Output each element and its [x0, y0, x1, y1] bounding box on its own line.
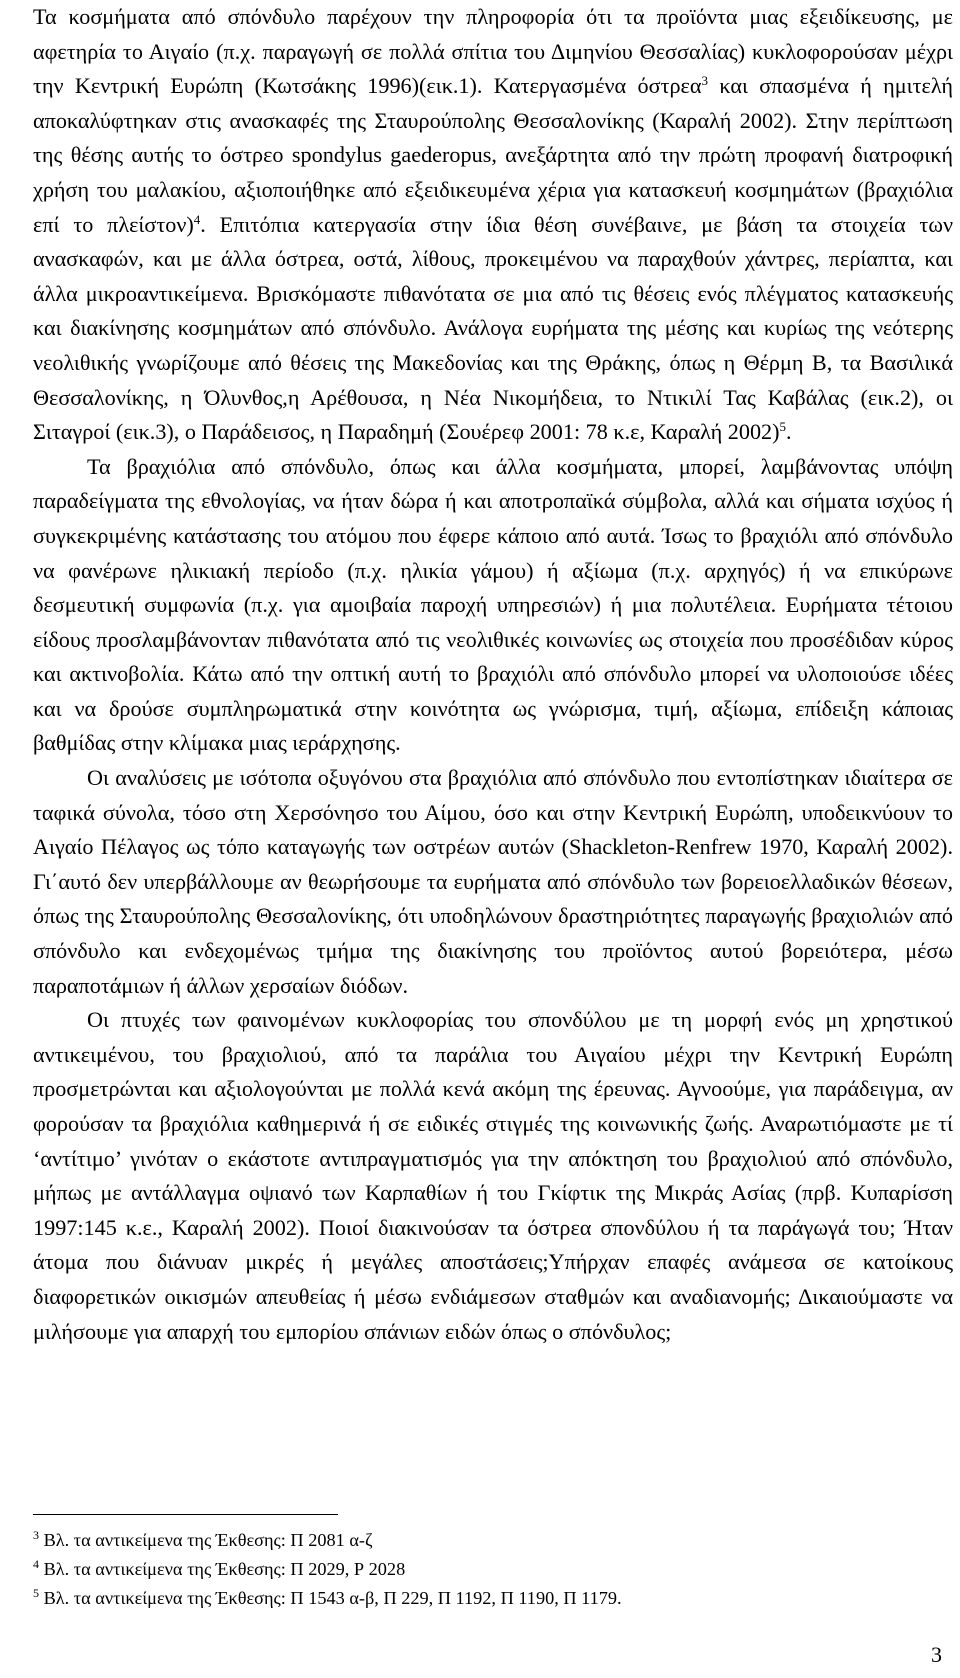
footnote-text: Βλ. τα αντικείμενα της Έκθεσης: Π 1543 α-β, Π 229, Π 1192, Π 1190, Π 1179.: [43, 1588, 622, 1608]
footnote-number: 4: [33, 1557, 39, 1571]
footnote-3: [33, 1526, 933, 1555]
footnote-5: [33, 1584, 933, 1613]
footnotes: [33, 1526, 933, 1613]
paragraph-4: [33, 1003, 953, 1349]
footnote-number: 3: [33, 1528, 39, 1542]
footnote-ref-4[interactable]: 4: [193, 211, 201, 227]
page-number: 3: [931, 1642, 942, 1667]
text-segment: Τα βραχιόλια από σπόνδυλο, όπως και άλλα κοσμήματα, μπορεί, λαμβάνοντας υπόψη παραδείγματα της εθνολογίας, να ήταν δώρα ή και αποτροπαϊκά σύμβολα, αλλά και σήματα ισχύος ή συγκεκριμένης κατάστασης του ατόμου που έφερε κάποιο από αυτά. Ίσως το βραχιόλι από σπόνδυλο να φανέρωνε ηλικιακή περίοδο (π.χ. ηλικία γάμου) ή αξίωμα (π.χ. αρχηγός) ή να επικύρωνε δεσμευτική συμφωνία (π.χ. για αμοιβαία παροχή υπηρεσιών) ή μια πολυτέλεια. Ευρήματα τέτοιου είδους προσλαμβάνονταν πιθανότατα από τις νεολιθικές κοινωνίες ως στοιχεία που προσέδιδαν κύρος και ακτινοβολία. Κάτω από την οπτική αυτή το βραχιόλι από σπόνδυλο μπορεί να υλοποιούσε ιδέες και να δρούσε συμπληρωματικά στην κοινότητα ως γνώρισμα, τιμή, αξίωμα, επίδειξη κάποιας βαθμίδας στην κλίμακα μιας ιεράρχησης.: [33, 453, 953, 756]
footnote-4: [33, 1555, 933, 1584]
paragraph-3: [33, 761, 953, 1003]
footnote-text: Βλ. τα αντικείμενα της Έκθεσης: Π 2029, Ρ 2028: [43, 1559, 406, 1579]
footnote-separator: [33, 1514, 338, 1515]
paragraph-1: [33, 0, 953, 450]
footnote-number: 5: [33, 1586, 39, 1600]
text-segment: Οι αναλύσεις με ισότοπα οξυγόνου στα βραχιόλια από σπόνδυλο που εντοπίστηκαν ιδιαίτερα σε ταφικά σύνολα, τόσο στη Χερσόνησο του Αίμου, όσο και στην Κεντρική Ευρώπη, υποδεικνύουν το Αιγαίο Πέλαγος ως τόπο καταγωγής των οστρέων αυτών (Shackleton-Renfrew 1970, Καραλή 2002). Γι΄αυτό δεν υπερβάλλουμε αν θεωρήσουμε τα ευρήματα από σπόνδυλο των βορειοελλαδικών θέσεων, όπως της Σταυρούπολης Θεσσαλονίκης, ότι υποδηλώνουν δραστηριότητες παραγωγής βραχιολιών από σπόνδυλο και ενδεχομένως τμήμα της διακίνησης του προϊόντος αυτού βορειότερα, μέσω παραποτάμιων ή άλλων χερσαίων διόδων.: [33, 765, 953, 998]
footnote-text: Βλ. τα αντικείμενα της Έκθεσης: Π 2081 α-ζ: [43, 1530, 373, 1550]
text-segment: και σπασμένα ή ημιτελή αποκαλύφτηκαν στις ανασκαφές της Σταυρούπολης Θεσσαλονίκης (Καραλή 2002). Στην περίπτωση της θέσης αυτής το όστρεο spondylus gaederopus, ανεξάρτητα από την πρώτη προφανή διατροφική χρήση του μαλακίου, αξιοποιήθηκε από εξειδικευμένα χέρια για κατασκευή κοσμημάτων (βραχιόλια επί το πλείστον): [33, 73, 954, 237]
footnote-ref-3[interactable]: 3: [701, 73, 709, 89]
text-segment: .: [786, 419, 792, 445]
text-segment: Οι πτυχές των φαινομένων κυκλοφορίας του σπονδύλου με τη μορφή ενός μη χρηστικού αντικειμένου, του βραχιολιού, από τα παράλια του Αιγαίου μέχρι την Κεντρική Ευρώπη προσμετρώνται και αξιολογούνται με πολλά κενά ακόμη της έρευνας. Αγνοούμε, για παράδειγμα, αν φορούσαν τα βραχιόλια καθημερινά ή σε ειδικές στιγμές της κοινωνικής ζωής. Αναρωτιόμαστε με τί ‘αντίτιμο’ γινόταν ο εκάστοτε αντιπραγματισμός για την απόκτηση του βραχιολιού από σπόνδυλο, μήπως με αντάλλαγμα οψιανό των Καρπαθίων ή του Γκίφτικ της Μικράς Ασίας (πρβ. Κυπαρίσση 1997:145 κ.ε., Καραλή 2002). Ποιοί διακινούσαν τα όστρεα σπονδύλου ή τα παράγωγά του; Ήταν άτομα που διάνυαν μικρές ή μεγάλες αποστάσεις;Υπήρχαν επαφές ανάμεσα σε κατοίκους διαφορετικών οικισμών απευθείας ή μέσω ενδιάμεσων σταθμών και αναδιανομής; Δικαιούμαστε να μιλήσουμε για απαρχή του εμπορίου σπάνιων ειδών όπως ο σπόνδυλος;: [33, 1007, 953, 1344]
paragraph-2: [33, 450, 953, 761]
body-text: [33, 0, 953, 1349]
text-segment: . Επιτόπια κατεργασία στην ίδια θέση συνέβαινε, με βάση τα στοιχεία των ανασκαφών, και με άλλα όστρεα, οστά, λίθους, προκειμένου να παραχθούν χάντρες, περίαπτα, και άλλα μικροαντικείμενα. Βρισκόμαστε πιθανότατα σε μια από τις θέσεις ενός πλέγματος κατασκευής και διακίνησης κοσμημάτων από σπόνδυλο. Ανάλογα ευρήματα της μέσης και κυρίως της νεότερης νεολιθικής γνωρίζουμε από θέσεις της Μακεδονίας και της Θράκης, όπως η Θέρμη Β, τα Βασιλικά Θεσσαλονίκης, η Όλυνθος,η Αρέθουσα, η Νέα Νικομήδεια, το Ντικιλί Τας Καβάλας (εικ.2), οι Σιταγροί (εικ.3), ο Παράδεισος, η Παραδημή (Σουέρεφ 2001: 78 κ.ε, Καραλή 2002): [33, 211, 953, 445]
text-segment: Τα κοσμήματα από σπόνδυλο παρέχουν την πληροφορία ότι τα προϊόντα μιας εξειδίκευσης, με αφετηρία το Αιγαίο (π.χ. παραγωγή σε πολλά σπίτια του Διμηνίου Θεσσαλίας) κυκλοφορούσαν μέχρι την Κεντρική Ευρώπη (Κωτσάκης 1996)(εικ.1). Κατεργασμένα όστρεα: [33, 4, 953, 99]
footnote-ref-5[interactable]: 5: [779, 419, 787, 435]
